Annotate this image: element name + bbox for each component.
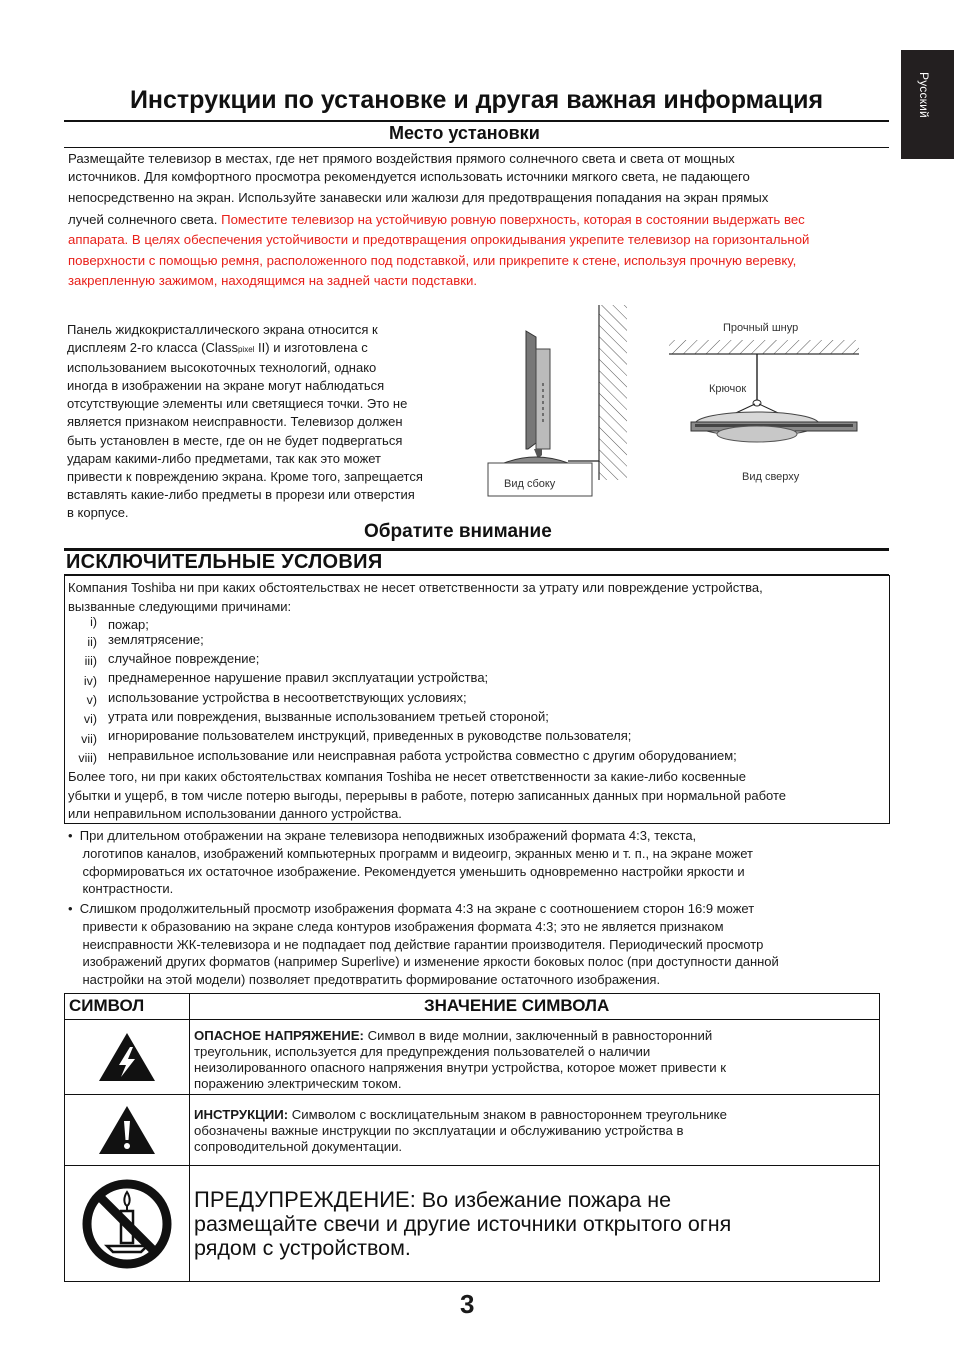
exceptional-conditions-box (64, 575, 890, 824)
list-item: использование устройства в несоответствующих условиях; (108, 690, 467, 705)
exceptional-intro-line: вызванные следующими причинами: (68, 599, 292, 614)
list-number: iv) (83, 674, 97, 688)
bullet-line: изображений других форматов (например Superlive) и изменение яркости боковых полос (при доступности данной (68, 954, 779, 970)
lcd-line (67, 339, 487, 359)
language-tab (901, 50, 954, 159)
lcd-line-part: II) и изготовлена с (254, 340, 368, 356)
exclamation-triangle-icon (97, 1104, 157, 1156)
list-number: vii) (81, 732, 97, 746)
placement-line: непосредственно на экран. Используйте занавески или жалюзи для предотвращения попадания на экран прямых (68, 190, 769, 205)
exceptional-intro-line: Компания Toshiba ни при каких обстоятельствах не несет ответственности за утрату или повреждение устройства, (68, 580, 763, 595)
list-number: iii) (84, 654, 97, 668)
meaning-col-title: ЗНАЧЕНИЕ СИМВОЛА (424, 996, 610, 1015)
list-number: vi) (83, 712, 97, 726)
top-view-illustration (665, 338, 865, 458)
meaning-col-header (190, 994, 880, 1020)
bullet-line: настройки на этой модели) позволяет предотвратить формирование остаточного изображения. (68, 972, 661, 988)
meaning-line: сопроводительной документации. (194, 1139, 403, 1154)
bullet-note (68, 900, 878, 989)
bullet-line: • При длительном отображении на экране телевизора неподвижных изображений формата 4:3, текста, (68, 828, 697, 843)
lcd-line: вставлять какие-либо предметы в прорези или отверстия (67, 486, 415, 502)
placement-warning-line: аппарата. В целях обеспечения устойчивости и предотвращения опрокидывания укрепите телевизор на горизонтальной (68, 232, 810, 247)
exceptional-conditions-heading: ИСКЛЮЧИТЕЛЬНЫЕ УСЛОВИЯ (66, 551, 383, 573)
bullet-line: неисправности ЖК-телевизора и не подпадает под действие гарантии производителя. Периодический просмотр (68, 936, 764, 952)
meaning-line: треугольник, используется для предупреждения пользователей о наличии (194, 1044, 651, 1059)
language-tab-label: Русский (917, 72, 931, 118)
list-item: землятрясение; (108, 632, 204, 647)
lcd-class-subscript: pixel (237, 345, 255, 355)
meaning-line (194, 1107, 873, 1123)
meaning-text (190, 1095, 879, 1155)
lcd-line: привести к повреждению экрана. Кроме того, запрещается (67, 468, 423, 484)
table-row (65, 1020, 880, 1095)
placement-warning-text: Поместите телевизор на устойчивую ровную поверхность, которая в состоянии выдержать вес (221, 211, 805, 227)
meaning-line (194, 1028, 873, 1044)
symbol-cell (65, 1020, 190, 1095)
exceptional-outro-line: или неправильном использовании данного устройства. (68, 806, 402, 822)
symbols-table-header (65, 994, 880, 1020)
list-item: преднамеренное нарушение правил эксплуатации устройства; (108, 670, 489, 685)
lcd-line: отсутствующие элементы или светящиеся точки. Это не (67, 396, 408, 412)
page-title: Инструкции по установке и другая важная информация (129, 86, 824, 114)
lcd-line: быть установлен в месте, где он не будет подвергаться (67, 432, 403, 448)
symbols-table (64, 993, 880, 1282)
bullet-line: • Слишком продолжительный просмотр изображения формата 4:3 на экране с соотношением сторон 16:9 может (68, 901, 755, 916)
hook-label: Крючок (709, 383, 747, 395)
meaning-cell (190, 1020, 880, 1095)
list-item: неправильное использование или неисправная работа устройства совместно с другим оборудованием; (108, 748, 737, 763)
meaning-line-part: Символом с восклицательным знаком в равностороннем треугольнике (288, 1107, 727, 1122)
title-rule (64, 120, 889, 122)
warning-line (194, 1188, 873, 1212)
exceptional-outro-line: Более того, ни при каких обстоятельствах компания Toshiba не несет ответственности за какие-либо косвенные (68, 769, 747, 784)
warning-line-part: Во избежание пожара не (415, 1188, 672, 1212)
placement-line (68, 210, 898, 231)
fire-warning-text (190, 1166, 879, 1260)
placement-warning-line: закрепленную зажимом, находящимся на задней части подставки. (68, 273, 478, 288)
bullet-line: сформироваться их остаточное изображение. Рекомендуется уменьшить одновременно настройки яркости и (68, 863, 745, 879)
list-number: v) (86, 693, 97, 707)
list-item: пожар; (108, 617, 149, 632)
list-number: viii) (78, 751, 97, 765)
meaning-line: поражению электрическим током. (194, 1076, 402, 1091)
meaning-line: обозначены важные инструкции по эксплуатации и обслуживанию устройства в (194, 1123, 684, 1138)
strong-cord-label: Прочный шнур (723, 322, 799, 334)
symbol-cell (65, 1166, 190, 1282)
side-view-caption: Вид сбоку (504, 478, 556, 490)
symbol-cell (65, 1095, 190, 1166)
symbol-col-title: СИМВОЛ (69, 996, 145, 1015)
lcd-line: в корпусе. (67, 504, 129, 520)
exceptional-outro-line: убытки и ущерб, в том числе потерю выгоды, перерывы в работе, потерю записанных данных при нормальной работе (68, 787, 787, 803)
no-candle-icon (81, 1178, 173, 1270)
symbol-col-header (65, 994, 190, 1020)
meaning-label: ИНСТРУКЦИИ: (194, 1107, 289, 1122)
meaning-line: неизолированного опасного напряжения внутри устройства, которое может привести к (194, 1060, 727, 1075)
side-view-illustration (486, 303, 636, 498)
table-row (65, 1166, 880, 1282)
top-view-caption: Вид сверху (742, 471, 800, 483)
attention-heading: Обратите внимание (364, 521, 552, 542)
placement-line-black: лучей солнечного света. (68, 211, 222, 227)
meaning-cell (190, 1166, 880, 1282)
list-number: ii) (87, 635, 97, 649)
placement-warning-line: поверхности с помощью ремня, расположенного под подставкой, или прикрепите к стене, используя прочную веревку, (68, 252, 797, 268)
lcd-line: Панель жидкокристаллического экрана относится к (67, 322, 378, 337)
placement-heading: Место установки (389, 123, 540, 143)
lightning-triangle-icon (97, 1031, 157, 1083)
exceptional-outro (68, 768, 888, 824)
lcd-line: использованием высокоточных технологий, однако (67, 360, 377, 376)
meaning-cell (190, 1095, 880, 1166)
placement-paragraph (68, 149, 898, 292)
table-row (65, 1095, 880, 1166)
meaning-line-part: Символ в виде молнии, заключенный в равносторонний (363, 1028, 713, 1043)
warning-line: рядом с устройством. (194, 1236, 411, 1260)
list-item: случайное повреждение; (108, 651, 260, 666)
list-number: i) (90, 615, 97, 629)
page-number: 3 (460, 1289, 475, 1319)
meaning-text (190, 1020, 879, 1092)
bullet-line: контрастности. (68, 881, 174, 897)
bullet-note (68, 827, 878, 898)
exceptional-intro (68, 578, 883, 616)
warning-label: ПРЕДУПРЕЖДЕНИЕ: (194, 1187, 416, 1212)
meaning-label: ОПАСНОЕ НАПРЯЖЕНИЕ: (194, 1028, 364, 1043)
warning-line: размещайте свечи и другие источники открытого огня (194, 1212, 732, 1236)
lcd-line: ударам какими-либо предметами, так как это может (67, 450, 382, 466)
lcd-line: иногда в изображении на экране могут наблюдаться (67, 378, 385, 394)
placement-rule (64, 147, 889, 148)
lcd-line: является признаком неисправности. Телевизор должен (67, 414, 403, 430)
lcd-paragraph (67, 321, 487, 522)
list-item: игнорирование пользователем инструкций, приведенных в руководстве пользователя; (108, 728, 632, 743)
placement-line: источников. Для комфортного просмотра рекомендуется использовать источники мягкого света, не падающего (68, 168, 750, 184)
placement-line: Размещайте телевизор в местах, где нет прямого воздействия прямого солнечного света и света от мощных (68, 151, 735, 166)
bullet-line: логотипов каналов, изображений компьютерных программ и видеоигр, экранных меню и т. п., на экране может (68, 845, 753, 861)
lcd-line-part: дисплеям 2-го класса (Class (67, 340, 238, 356)
list-item: утрата или повреждения, вызванные использованием третьей стороной; (108, 709, 549, 724)
bullet-line: привести к образованию на экране следа контуров изображения формата 4:3; это не является признаком (68, 918, 724, 934)
